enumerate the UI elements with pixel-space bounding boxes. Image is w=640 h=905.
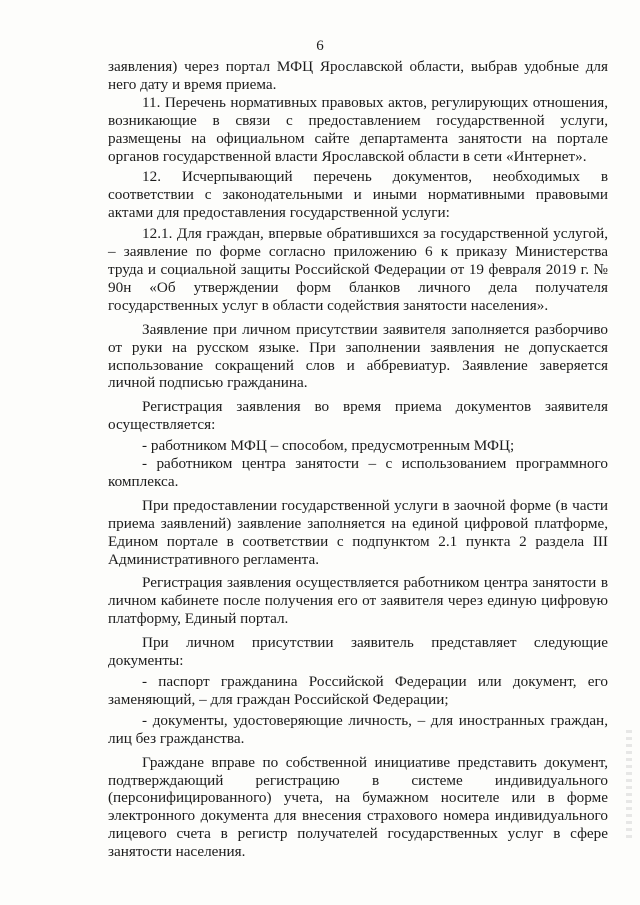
list-item-mfc-employee: - работником МФЦ – способом, предусмотренным МФЦ; [142, 437, 515, 455]
paragraph-personal-presence-documents: При личном присутствии заявитель представляет следующие документы: [108, 634, 608, 670]
paragraph-submission-via-portal: заявления) через портал МФЦ Ярославской области, выбрав удобные для него дату и время приема. [108, 58, 608, 93]
paragraph-registration-personal-account: Регистрация заявления осуществляется работником центра занятости в личном кабинете после получения его от заявителя через единую цифровую платформу, Единый портал. [108, 574, 608, 628]
paragraph-remote-form: При предоставлении государственной услуги в заочной форме (в части приема заявлений) заявление заполняется на единой цифровой платформе, Едином портале в соответствии с подпунктом 2.1 пункта 2 раздела III Административного регламента. [108, 496, 608, 568]
paragraph-application-filling: Заявление при личном присутствии заявителя заполняется разборчиво от руки на русском языке. При заполнении заявления не допускается использование сокращений слов и аббревиатур. Заявление заверяется личной подписью гражданина. [108, 320, 608, 392]
document-body [108, 58, 608, 864]
page-number: 6 [316, 38, 324, 54]
list-item-identity-documents: - документы, удостоверяющие личность, – для иностранных граждан, лиц без гражданства. [108, 711, 608, 747]
paragraph-optional-registration-document: Граждане вправе по собственной инициативе представить документ, подтверждающий регистрацию в системе индивидуального (персонифицированного) учета, на бумажном носителе или в форме электронного документа для внесения страхового номера индивидуального лицевого счета в регистр получателей государственных услуг в сфере занятости населения. [108, 753, 608, 861]
paragraph-registration-intro: Регистрация заявления во время приема документов заявителя осуществляется: [108, 398, 608, 434]
margin-scan-mark [626, 730, 632, 840]
paragraph-12-document-list: 12. Исчерпывающий перечень документов, необходимых в соответствии с законодательными и иными нормативными правовыми актами для предоставления государственной услуги: [108, 168, 608, 222]
paragraph-11-legal-acts: 11. Перечень нормативных правовых актов, регулирующих отношения, возникающие в связи с предоставлением государственной услуги, размещены на официальном сайте департамента занятости на портале органов государственной власти Ярославской области в сети «Интернет». [108, 93, 608, 165]
paragraph-12-1-first-time-citizens: 12.1. Для граждан, впервые обратившихся за государственной услугой, – заявление по форме согласно приложению 6 к приказу Министерства труда и социальной защиты Российской Федерации от 19 февраля 2019 г. № 90н «Об утверждении форм бланков личного дела получателя государственных услуг в области содействия занятости населения». [108, 225, 608, 314]
list-item-employment-center-employee: - работником центра занятости – с использованием программного комплекса. [108, 455, 608, 490]
list-item-passport: - паспорт гражданина Российской Федерации или документ, его заменяющий, – для граждан Российской Федерации; [108, 673, 608, 708]
